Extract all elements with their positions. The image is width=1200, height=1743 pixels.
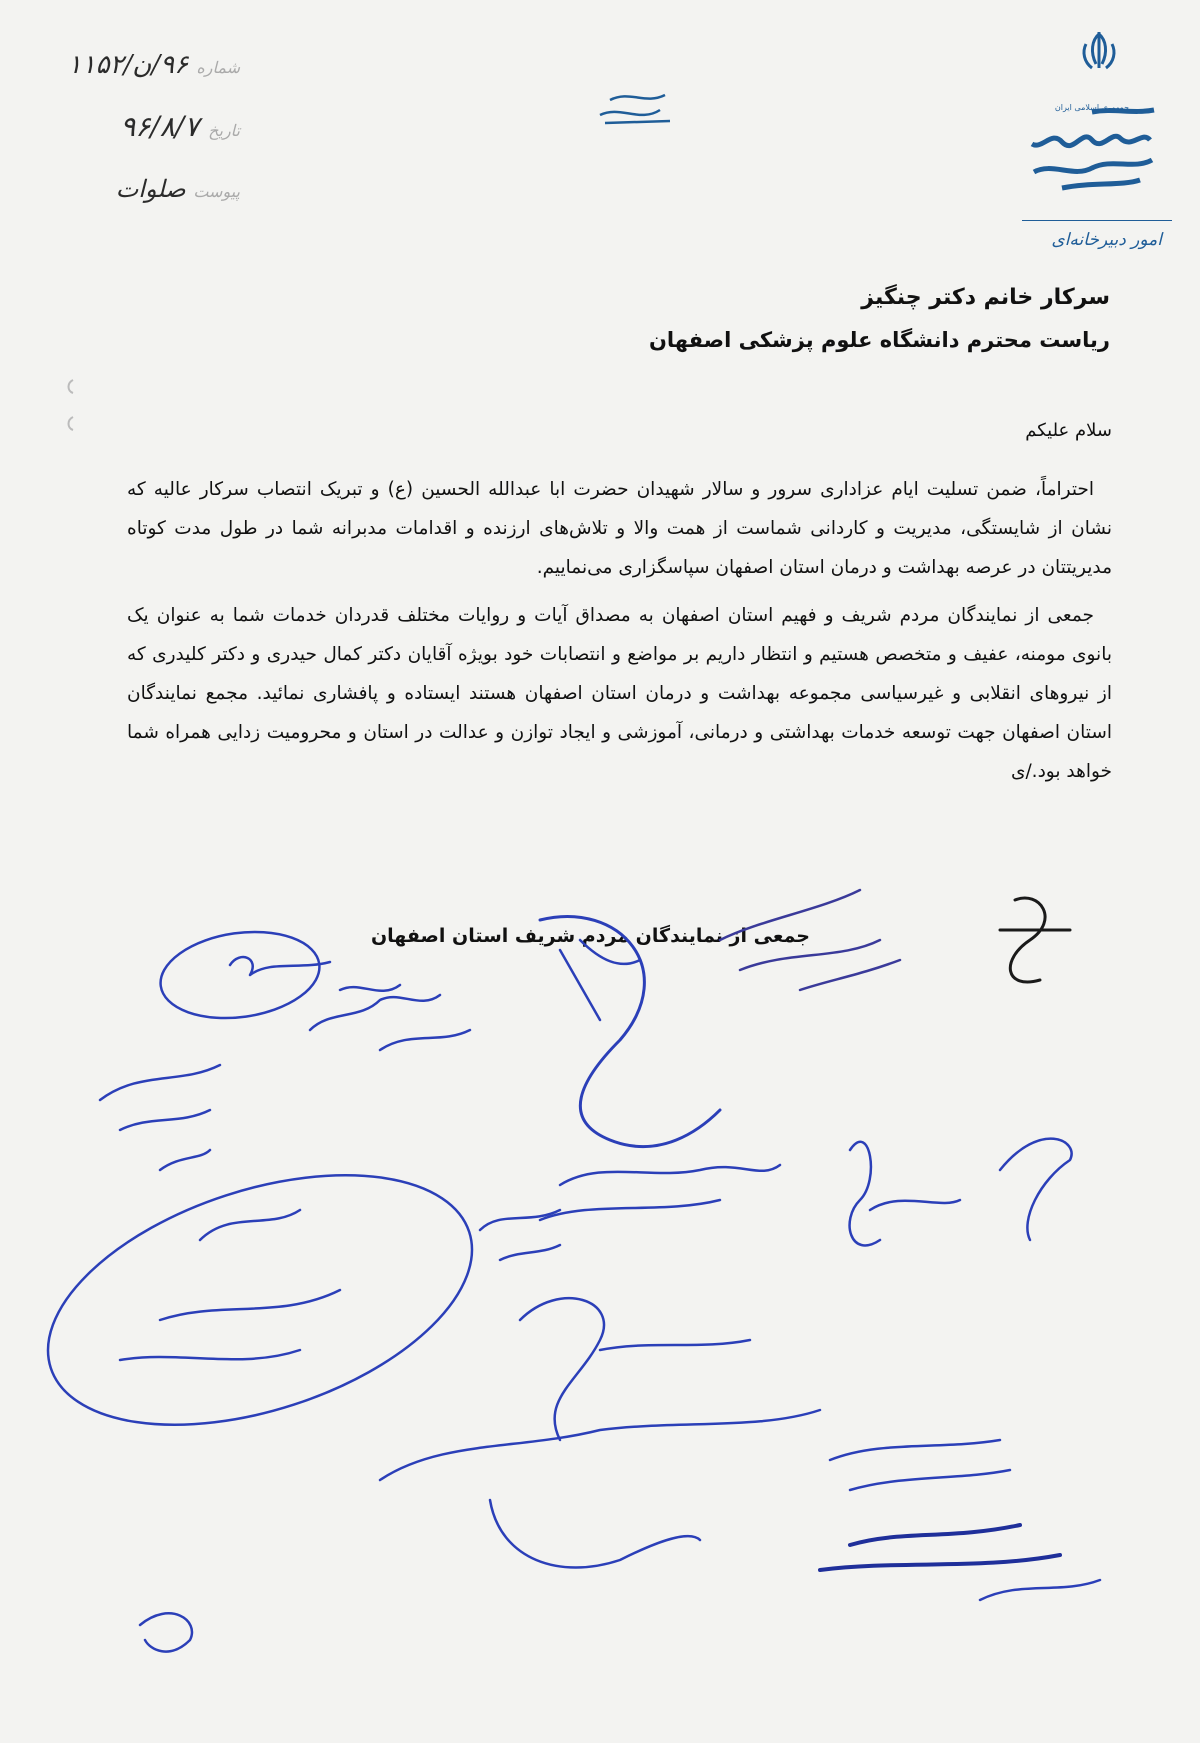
logo-line-main: مجلس شورای اسلامی bbox=[1087, 204, 1097, 205]
signatures-area bbox=[0, 880, 1200, 1700]
attachment-value: صلوات bbox=[115, 175, 186, 203]
number-label: شماره bbox=[196, 58, 240, 77]
letter-body bbox=[127, 470, 1112, 800]
date-label: تاریخ bbox=[208, 121, 240, 140]
iran-emblem-icon bbox=[1074, 30, 1124, 72]
signature-4 bbox=[720, 890, 900, 990]
besmellah bbox=[590, 75, 680, 135]
letterhead-divider bbox=[1022, 220, 1172, 221]
recipient-block bbox=[410, 285, 1110, 352]
signature-13 bbox=[380, 1410, 820, 1568]
signature-2 bbox=[310, 995, 470, 1050]
signature-8 bbox=[850, 1142, 960, 1246]
recipient-title: ریاست محترم دانشگاه علوم پزشکی اصفهان bbox=[649, 328, 1110, 352]
signature-5 bbox=[1000, 898, 1070, 982]
letter-attachment-row bbox=[116, 175, 240, 203]
body-paragraph: احتراماً، ضمن تسلیت ایام عزاداری سرور و سالار شهیدان حضرت ابا عبدالله الحسین (ع) و تبریک انتصاب سرکار عالیه که نشان از شایستگی، مدیریت و کاردانی شماست از همت والا و تلاش‌های ارزنده و اقدامات مدبرانه شما در طول مدت کوتاه مدیریتتان در عرصه بهداشت و درمان استان اصفهان سپاسگزاری می‌نماییم. bbox=[127, 479, 1112, 578]
logo-line-top: جمهوری اسلامی ایران bbox=[1054, 103, 1130, 112]
closing-line: جمعی از نمایندگان مردم شریف استان اصفهان bbox=[370, 925, 810, 947]
signature-1 bbox=[155, 922, 400, 1027]
letter-number-row bbox=[68, 50, 240, 80]
signature-15 bbox=[820, 1525, 1060, 1570]
signature-3 bbox=[540, 917, 720, 1147]
signature-12 bbox=[520, 1298, 750, 1440]
signature-7 bbox=[540, 1165, 780, 1220]
signature-9 bbox=[1000, 1139, 1072, 1240]
signature-11 bbox=[17, 1127, 503, 1472]
letter-date-row bbox=[120, 110, 240, 143]
letter-number: ۹۶/ن/۱۱۵۲ bbox=[67, 50, 189, 80]
department-label: امور دبیرخانه‌ای bbox=[1051, 230, 1162, 250]
margin-marks bbox=[55, 375, 85, 445]
majlis-logo bbox=[1022, 90, 1162, 205]
letterhead bbox=[1022, 30, 1172, 260]
body-paragraph: جمعی از نمایندگان مردم شریف و فهیم استان اصفهان به مصداق آیات و روایات مختلف قدردان خدمات شما به عنوان یک بانوی مومنه، عفیف و متخصص هستیم و انتظار داریم بر مواضع و انتصابات خود بویژه آقایان دکتر کمال حیدری و دکتر کلیدری که از نیروهای انقلابی و غیرسیاسی مجموعه بهداشت و درمان استان اصفهان هستند ایستاده و پافشاری نمائید. مجمع نمایندگان استان اصفهان جهت توسعه خدمات بهداشتی و درمانی، آموزشی و ایجاد توازن و عدالت در استان و محرومیت زدایی همراه شما خواهد بود./ی bbox=[127, 605, 1112, 782]
recipient-name: سرکار خانم دکتر چنگیز bbox=[861, 285, 1110, 310]
letter-date: ۹۶/۸/۷ bbox=[120, 110, 200, 143]
signature-16 bbox=[980, 1580, 1100, 1600]
signature-6 bbox=[100, 1065, 220, 1170]
attachment-label: پیوست bbox=[193, 182, 240, 201]
greeting: سلام علیکم bbox=[1025, 420, 1112, 441]
signature-17 bbox=[140, 1613, 192, 1651]
signature-14 bbox=[830, 1440, 1010, 1490]
besmellah-text bbox=[590, 75, 595, 76]
letter-metadata bbox=[0, 40, 260, 230]
